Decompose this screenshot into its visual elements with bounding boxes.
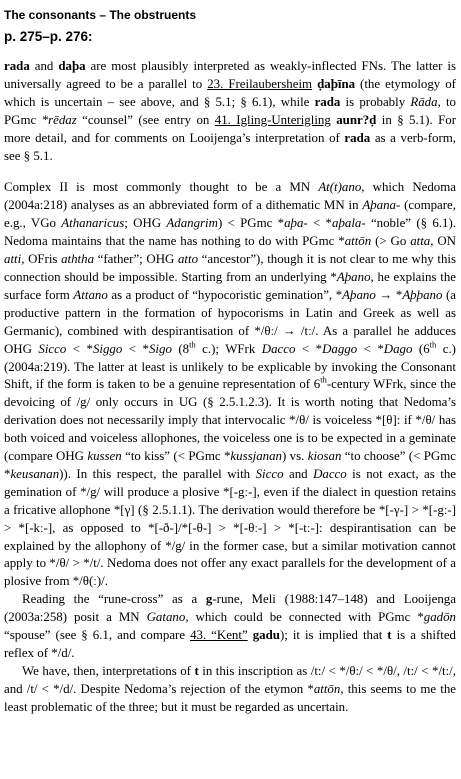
cross-reference-link[interactable]: 41. Igling-Unterigling — [214, 112, 331, 127]
section-title: The consonants – The obstruents — [4, 8, 197, 22]
paragraph-2: Complex II is most commonly thought to be a MN At(t)ano, which Nedoma (2004a:218) analyses as an abbreviated form of a dithematic MN in Aþana- (compare, e.g., VGo Athanaricus; OHG Adangrim) < PGmc *aþa- < *aþala- “noble” (§ 6.1). Nedoma maintains that the name has nothing to do with PGmc *attōn (> Go atta, ON atti, OFris aththa “father”; OHG atto “ancestor”), though it is not clear to me why this connection should be impossible. Starting from an underlying *Aþano, he explains the surface form Attano as a product of “hypocoristic gemination”, *Aþano → *Aþþano (a productive pattern in the formation of hypocorisms in Latin and Greek as well as Germanic), combined with despirantisation of */θː/ → /tː/. As a parallel he adduces OHG Sicco < *Siggo < *Sigo (8th c.); WFrk Dacco < *Daggo < *Dago (6th c.) (2004a:219). The latter at least is unlikely to be explicable by invoking the Consonant Shift, if the form is taken to be a genuine representation of 6th-century WFrk, since the devoicing of /g/ only occurs in UG (§ 2.5.1.2.3). It is worth noting that Nedoma’s derivation does not necessarily imply that intervocalic */θ/ is voiceless *[θ]: if */θ/ has both voiced and voiceless allophones, the voiceless one is to be expected in a geminate (compare OHG kussen “to kiss” (< PGmc *kussjanan) vs. kiosan “to choose” (< PGmc *keusanan)). In this respect, the parallel with Sicco and Dacco is not exact, as the gemination of */g/ will produce a plosive *[-gː-], even if the dialect in question retains a fricative allophone *[γ] (§ 2.5.1.1). The derivation would therefore be *[-γ-] > *[-gː-] > *[-kː-], as opposed to *[-ð-]/*[-θ-] > *[-θː-] > *[-tː-]: despirantisation can be explained by the allophony of */g/ in the former case, but a similar motivation cannot apply to */θ/ > */t/. Nedoma does not offer any exact parallels for the development of a plosive from */θ(ː)/. — [4, 180, 457, 589]
paragraph-gap — [4, 165, 456, 179]
paragraph-1: rada and daþa are most plausibly interpreted as weakly-inflected FNs. The latter is universally agreed to be a parallel to 23. Freilaubersheim ḍaþīna (the etymology of which is uncertain – see above, and § 5.1; § 6.1), while rada is probably Rāda, to PGmc *rēdaz “counsel” (see entry on 41. Igling-Unterigling aunr?ḍ in § 5.1). For more detail, and for comments on Looijenga’s interpretation of rada as a verb-form, see § 5.1. — [4, 59, 456, 163]
cross-reference-link[interactable]: 23. Freilaubersheim — [207, 76, 313, 91]
page-range: p. 275–p. 276: — [4, 29, 93, 44]
paragraph-3: Reading the “rune-cross” as a g-rune, Meli (1988:147–148) and Looijenga (2003a:258) posit a MN Gatano, which could be connected with PGmc *gadōn “spouse” (see § 6.1, and compare 43. “Kent” gadu); it is implied that t is a shifted reflex of */d/. — [4, 592, 457, 660]
document-body — [4, 58, 456, 717]
paragraph-4: We have, then, interpretations of t in this inscription as /t:/ < */θ:/ < */θ/, /t:/ < */t:/, and /t/ < */d/. Despite Nedoma’s rejection of the etymon *attōn, this seems to me the least problematic of the three; but it must be regarded as uncertain. — [4, 663, 456, 714]
cross-reference-link[interactable]: 43. “Kent” — [190, 628, 248, 643]
